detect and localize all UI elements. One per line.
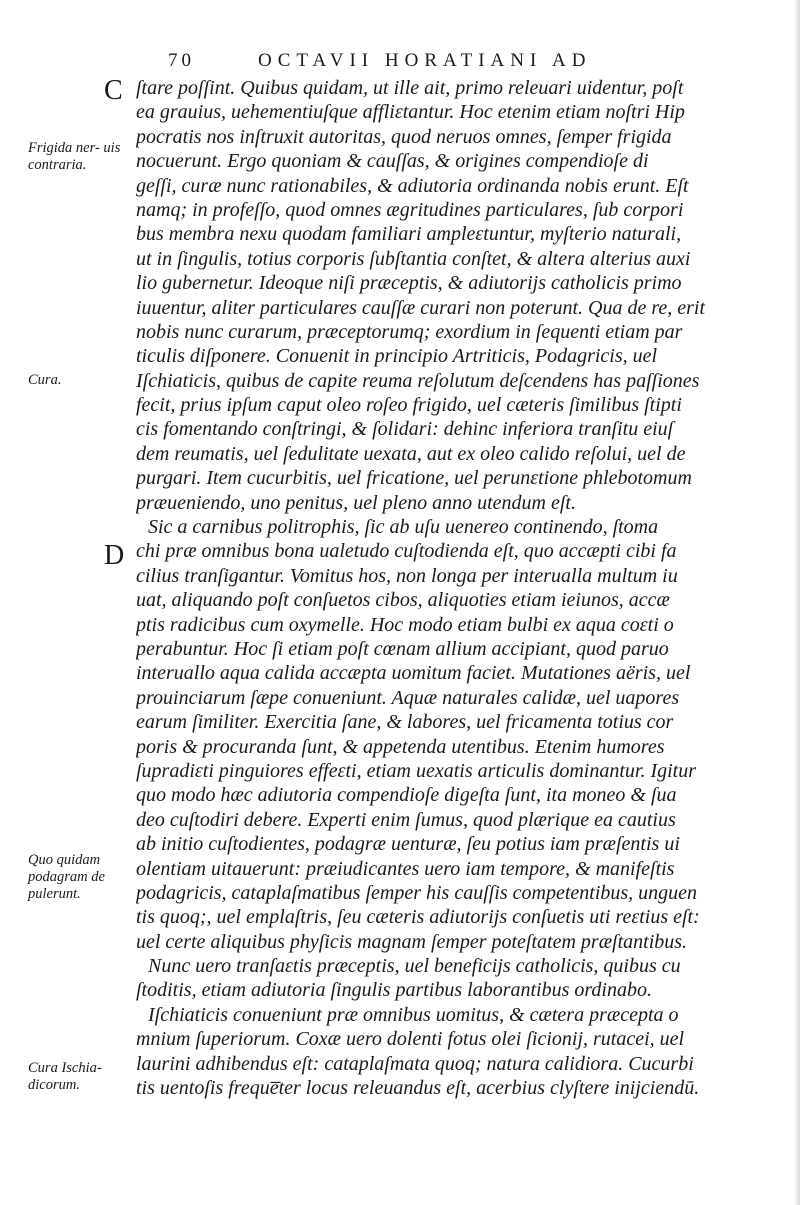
text-line: prouinciarum ſæpe conueniunt. Aquæ naturales calidæ, uel uapores bbox=[136, 686, 680, 709]
text-line: lio gubernetur. Ideoque niſi præceptis, & adiutorijs catholicis primo bbox=[136, 272, 682, 295]
text-line: fecit, prius ipſum caput oleo roſeo frigido, uel cæteris ſimilibus ſtipti bbox=[136, 394, 682, 417]
page-number: 70 bbox=[168, 50, 195, 71]
text-line: olentiam uitauerunt: præiudicantes uero iam tempore, & manifeſtis bbox=[136, 857, 675, 880]
text-line: cilius tranſigantur. Vomitus hos, non longa per interualla multum iu bbox=[136, 564, 678, 587]
text-line: purgari. Item cucurbitis, uel fricatione, uel perunɛtione phlebotomum bbox=[136, 467, 692, 490]
text-line: cis fomentando conſtringi, & ſolidari: dehinc inferiora tranſitu eiuſ bbox=[136, 418, 674, 441]
text-line: dem reumatis, uel ſedulitate uexata, aut ex oleo calido reſolui, uel de bbox=[136, 442, 686, 465]
text-line: mnium ſuperiorum. Coxæ uero dolenti fotus olei ſicionij, rutacei, uel bbox=[136, 1028, 685, 1051]
section-marker-d: D bbox=[104, 540, 125, 571]
section-marker-c: C bbox=[104, 75, 123, 106]
text-line: ptis radicibus cum oxymelle. Hoc modo etiam bulbi ex aqua coɛti o bbox=[136, 613, 674, 636]
text-line: ſtoditis, etiam adiutoria ſingulis partibus laborantibus ordinabo. bbox=[136, 979, 652, 1002]
text-line: podagricis, cataplaſmatibus ſemper his cauſſis competentibus, unguen bbox=[136, 881, 698, 904]
margin-note-cura: Cura. bbox=[28, 372, 62, 388]
text-line: geſſi, curæ nunc rationabiles, & adiutoria ordinanda nobis erunt. Eſt bbox=[136, 174, 689, 197]
text-line: tis uentoſis freque̅ter locus releuandus eſt, acerbius clyſtere inijciendū. bbox=[136, 1077, 700, 1100]
text-line: Nunc uero tranſaɛtis præceptis, uel beneficijs catholicis, quibus cu bbox=[148, 955, 681, 978]
text-line: pocratis nos inſtruxit autoritas, quod neruos omnes, ſemper frigida bbox=[136, 125, 672, 148]
text-line: præueniendo, uno penitus, uel pleno anno utendum eſt. bbox=[136, 491, 576, 514]
text-line: interuallo aqua calida accæpta uomitum faciet. Mutationes aëris, uel bbox=[136, 662, 691, 685]
text-line: nobis nunc curarum, præceptorumq; exordium in ſequenti etiam par bbox=[136, 320, 683, 343]
text-line: ſtare poſſint. Quibus quidam, ut ille ait, primo releuari uidentur, poſt bbox=[136, 77, 684, 99]
text-line: nocuerunt. Ergo quoniam & cauſſas, & origines compendioſe di bbox=[136, 150, 649, 173]
text-line: poris & procuranda ſunt, & appetenda utentibus. Etenim humores bbox=[136, 735, 665, 758]
text-line: quo modo hæc adiutoria compendioſe digeſta ſunt, ita moneo & ſua bbox=[136, 784, 677, 807]
text-line: iuuentur, aliter particulares cauſſæ curari non poterunt. Qua de re, erit bbox=[136, 296, 706, 319]
text-line: uel certe aliquibus phyſicis magnam ſemper poteſtatem præſtantibus. bbox=[136, 930, 688, 953]
text-line: ut in ſingulis, totius corporis ſubſtantia conſtet, & altera alterius auxi bbox=[136, 247, 691, 270]
text-line: uat, aliquando poſt conſuetos cibos, aliquoties etiam ieiunos, accæ bbox=[136, 589, 670, 612]
text-line: ea grauius, uehementiuſque affliɛtantur. Hoc etenim etiam noſtri Hip bbox=[136, 101, 685, 124]
text-line: tis quoq;, uel emplaſtris, ſeu cæteris adiutorijs conſuetis uti reɛtius eſt: bbox=[136, 906, 700, 929]
body-text bbox=[136, 76, 791, 1100]
text-line: earum ſimiliter. Exercitia ſane, & labores, uel fricamenta totius cor bbox=[136, 711, 674, 734]
margin-note-quo-quidam: Quo quidam podagram de pulerunt. bbox=[28, 852, 105, 902]
text-line: ticulis diſponere. Conuenit in principio Artriticis, Podagricis, uel bbox=[136, 345, 658, 368]
margin-note-frigida: Frigida ner- uis contraria. bbox=[28, 140, 121, 173]
text-line: chi præ omnibus bona ualetudo cuſtodienda eſt, quo accæpti cibi fa bbox=[136, 540, 677, 563]
text-line: ab initio cuſtodientes, podagræ uenturæ, ſeu potius iam præſentis ui bbox=[136, 833, 680, 856]
text-line: laurini adhibendus eſt: cataplaſmata quoq; natura calidiora. Cucurbi bbox=[136, 1052, 694, 1075]
text-line: deo cuſtodiri debere. Experti enim ſumus, quod plærique ea cautius bbox=[136, 808, 676, 831]
text-line: Sic a carnibus politrophis, ſic ab uſu uenereo continendo, ſtoma bbox=[148, 516, 659, 539]
running-title: OCTAVII HORATIANI AD bbox=[258, 50, 592, 71]
margin-note-cura-ischiadicorum: Cura Ischia- dicorum. bbox=[28, 1060, 102, 1093]
page-edge bbox=[794, 0, 800, 1205]
text-line: perabuntur. Hoc ſi etiam poſt cœnam allium accipiant, quod paruo bbox=[136, 637, 669, 660]
text-line: namq; in profeſſo, quod omnes ægritudines particulares, ſub corpori bbox=[136, 198, 684, 221]
text-line: bus membra nexu quodam familiari ampleɛtuntur, myſterio naturali, bbox=[136, 223, 682, 246]
text-line: ſupradiɛti pinguiores effeɛti, etiam uexatis articulis dominantur. Igitur bbox=[136, 759, 696, 782]
text-line: Iſchiaticis conueniunt præ omnibus uomitus, & cætera præcepta o bbox=[148, 1003, 679, 1026]
text-line: Iſchiaticis, quibus de capite reuma reſolutum deſcendens has paſſiones bbox=[136, 369, 700, 392]
